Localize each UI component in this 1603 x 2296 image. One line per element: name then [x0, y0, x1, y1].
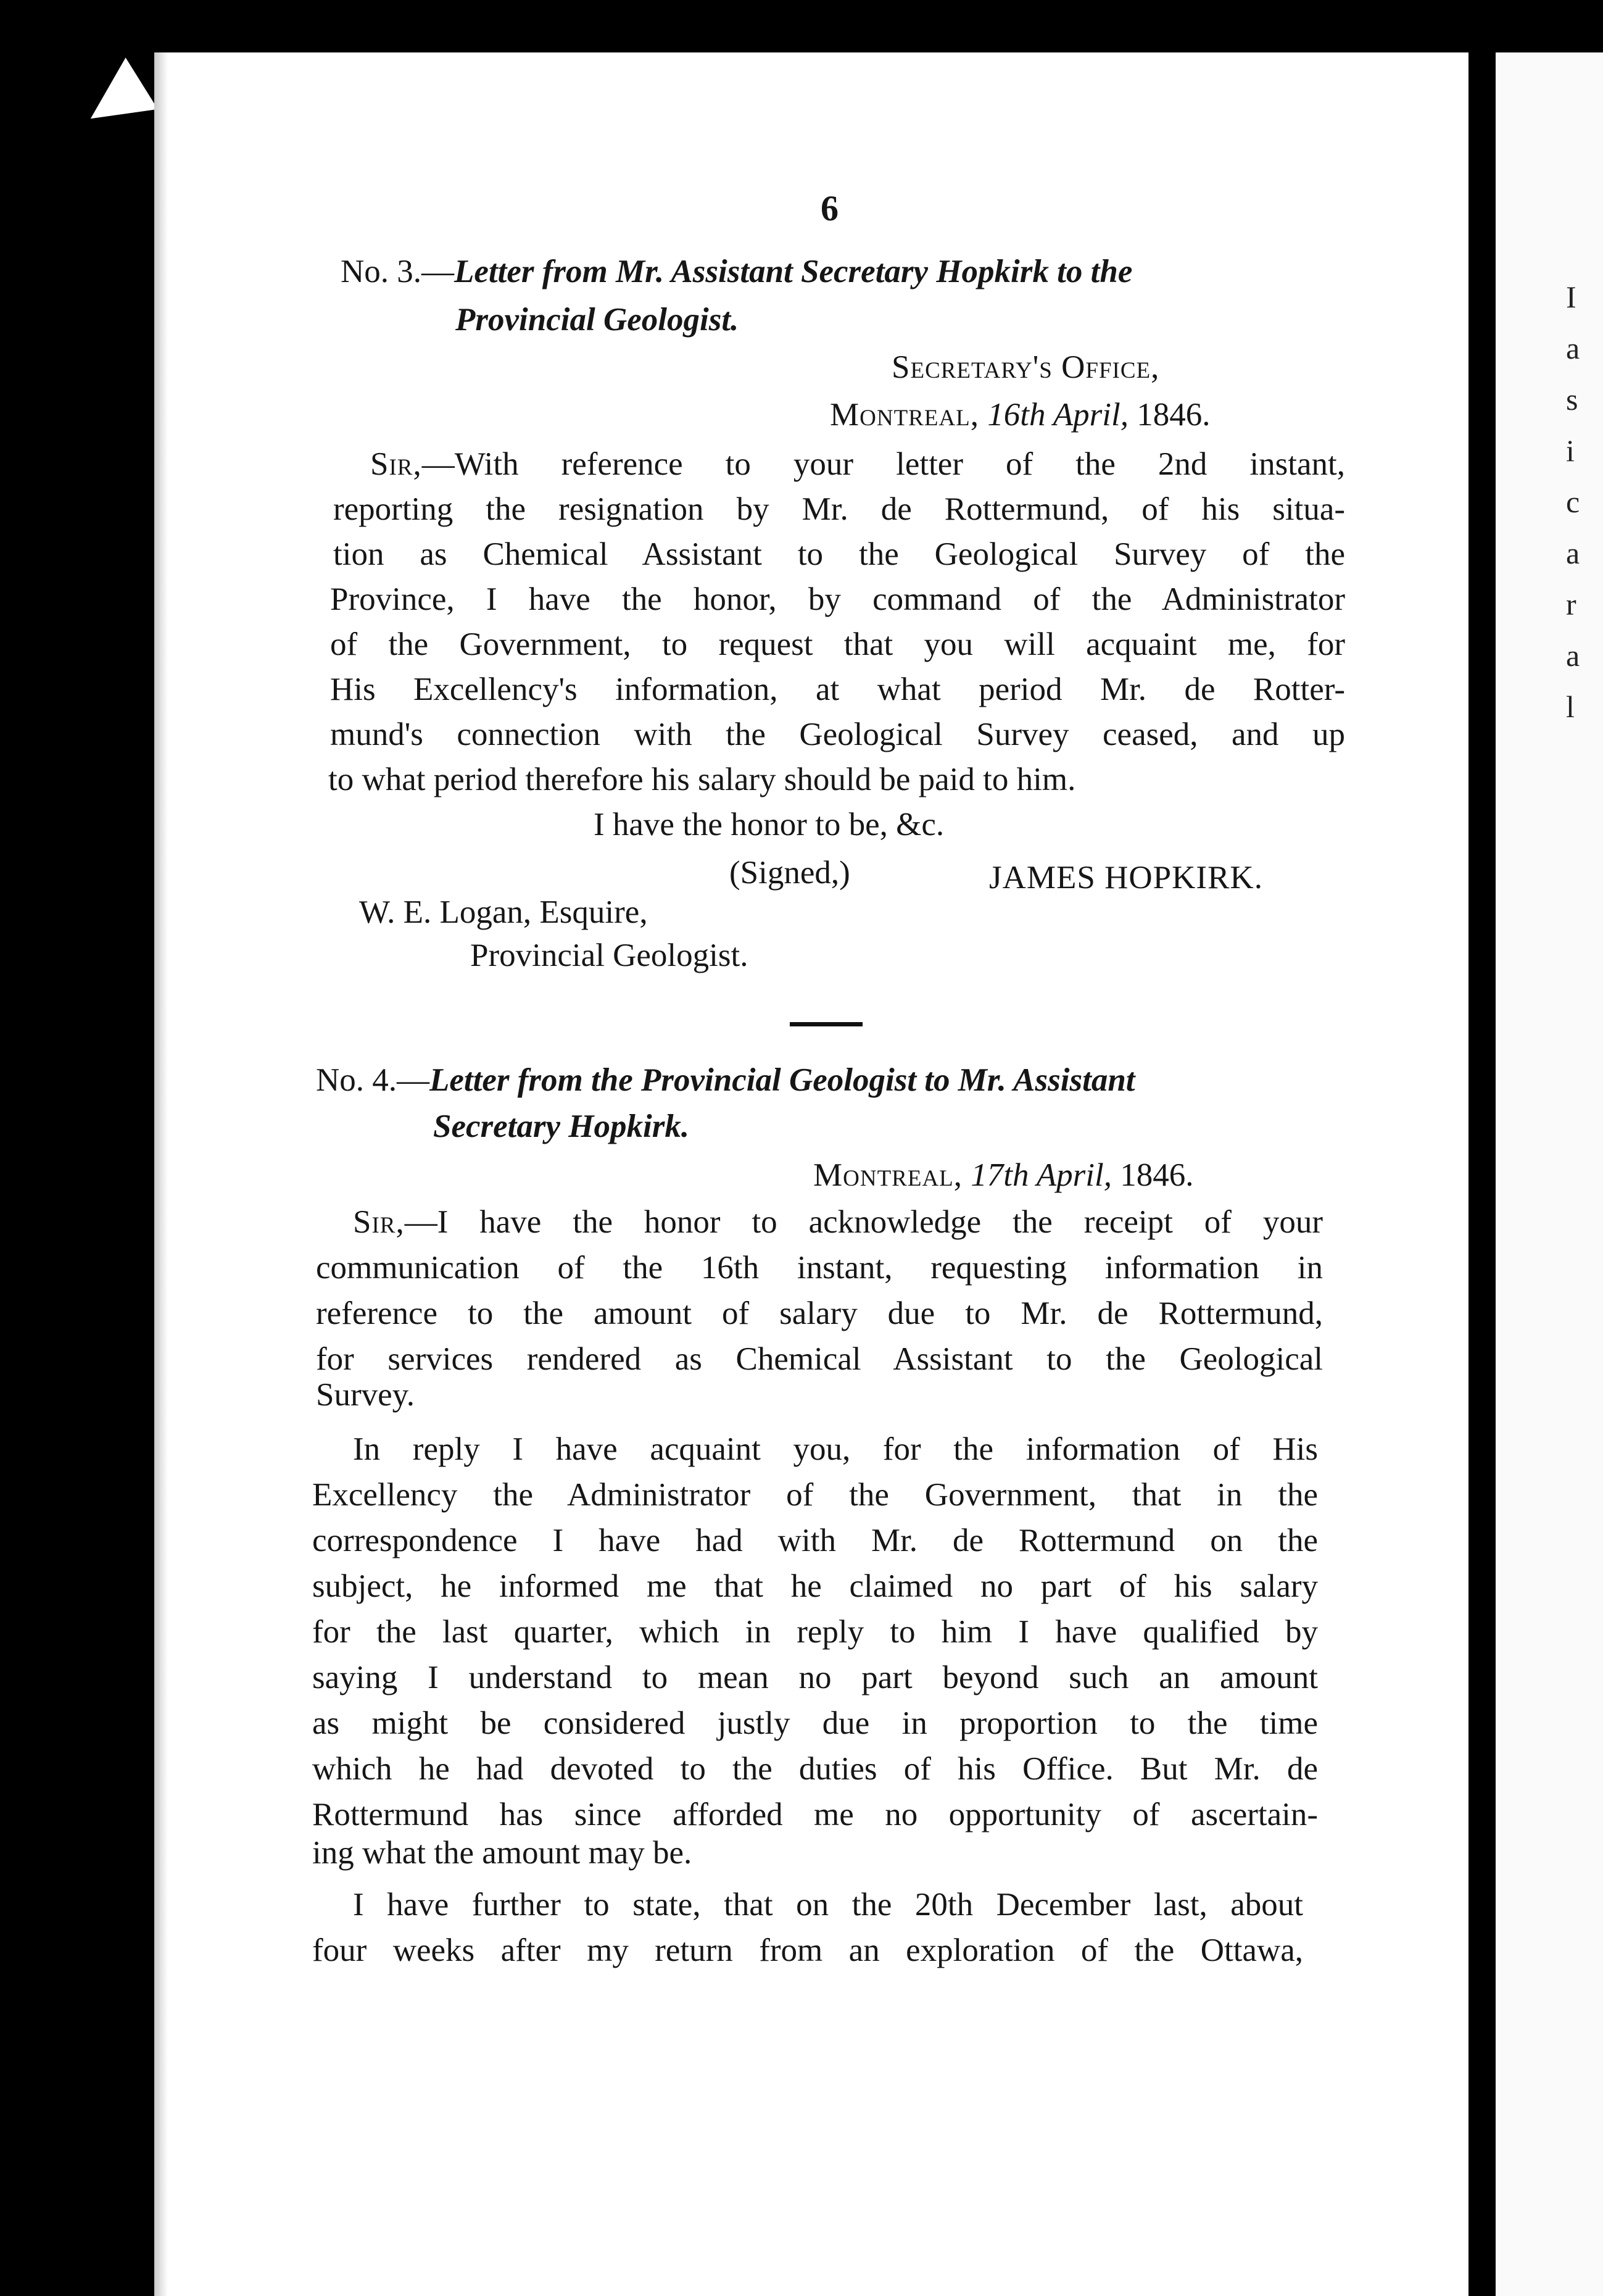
letter4-para1-line: Survey.: [316, 1377, 415, 1413]
letter4-heading-line2: Secretary Hopkirk.: [433, 1108, 690, 1144]
letter4-para1-line: for services rendered as Chemical Assistant to the Geological: [316, 1341, 1323, 1377]
letter3-body-line: of the Government, to request that you will acquaint me, for: [330, 626, 1345, 662]
letter4-para2-line: correspondence I have had with Mr. de Rottermund on the: [312, 1523, 1318, 1558]
letter4-para2-line: Rottermund has since afforded me no opportunity of ascertain-: [312, 1797, 1318, 1832]
letter3-heading-line1: [341, 253, 1346, 290]
letter3-signer: JAMES HOPKIRK.: [989, 860, 1263, 896]
letter3-addressee-name: W. E. Logan, Esquire,: [359, 894, 648, 930]
page-number: 6: [821, 188, 839, 228]
letter4-date: 17th April,: [971, 1157, 1112, 1193]
letter3-body-line: Province, I have the honor, by command of the Administrator: [330, 581, 1345, 617]
letter4-dateline: [813, 1157, 1194, 1194]
letter4-para2-line: In reply I have acquaint you, for the information of His: [353, 1431, 1318, 1467]
letter3-body-line: tion as Chemical Assistant to the Geological Survey of the: [333, 536, 1345, 572]
letter4-number: No. 4.—: [316, 1062, 430, 1098]
letter4-heading-line1: [316, 1062, 1328, 1099]
section-divider: [790, 1022, 863, 1026]
letter4-para2-line: ing what the amount may be.: [312, 1835, 692, 1871]
letter3-heading-line2: Provincial Geologist.: [455, 302, 739, 338]
folded-corner: [83, 54, 157, 119]
letter4-para3-line: I have further to state, that on the 20th December last, about: [353, 1887, 1303, 1923]
letter4-para1-line: Sir,—I have the honor to acknowledge the receipt of your: [353, 1204, 1323, 1240]
letter4-para2-line: saying I understand to mean no part beyond such an amount: [312, 1660, 1318, 1695]
letter3-salutation: Sir,: [370, 446, 422, 482]
scan-border-left: [0, 0, 154, 2296]
letter3-body-line: His Excellency's information, at what period Mr. de Rotter-: [330, 672, 1345, 707]
letter3-office: Secretary's Office,: [892, 349, 1160, 385]
letter4-para2-line: for the last quarter, which in reply to him I have qualified by: [312, 1614, 1318, 1650]
letter4-salutation: Sir,: [353, 1204, 405, 1240]
page-edge-shadow: [154, 52, 168, 2296]
letter4-para1-line: reference to the amount of salary due to Mr. de Rottermund,: [316, 1296, 1323, 1331]
letter3-closing: I have the honor to be, &c.: [594, 807, 945, 842]
letter3-body-line: mund's connection with the Geological Survey ceased, and up: [330, 717, 1345, 752]
letter3-signed: (Signed,): [729, 855, 850, 891]
letter3-body-line: to what period therefore his salary should be paid to him.: [328, 762, 1076, 797]
letter4-place: Montreal,: [813, 1157, 963, 1193]
letter3-body-line: Sir,—With reference to your letter of the 2nd instant,: [370, 446, 1345, 482]
letter4-para2-line: which he had devoted to the duties of his Office. But Mr. de: [312, 1751, 1318, 1787]
letter4-year: 1846.: [1120, 1157, 1194, 1193]
letter3-date: 16th April,: [987, 397, 1129, 433]
page-gutter: [1468, 0, 1496, 2296]
letter3-year: 1846.: [1137, 397, 1211, 433]
letter3-title: Letter from Mr. Assistant Secretary Hopkirk to the: [454, 254, 1133, 289]
letter3-body-line: reporting the resignation by Mr. de Rottermund, of his situa-: [333, 491, 1345, 527]
letter4-para2-line: as might be considered justly due in proportion to the time: [312, 1705, 1318, 1741]
letter4-title: Letter from the Provincial Geologist to Mr. Assistant: [429, 1062, 1135, 1098]
letter4-para2-line: Excellency the Administrator of the Government, that in the: [312, 1477, 1318, 1513]
letter4-para1-line: communication of the 16th instant, requesting information in: [316, 1250, 1323, 1286]
letter3-place: Montreal,: [830, 397, 980, 433]
next-page-text-fragments: I a s i c a r a l: [1566, 280, 1580, 724]
letter3-addressee-title: Provincial Geologist.: [470, 938, 748, 973]
letter3-dateline: [830, 396, 1211, 433]
letter4-para3-line: four weeks after my return from an exploration of the Ottawa,: [312, 1932, 1303, 1968]
letter3-number: No. 3.—: [341, 254, 455, 289]
letter4-para2-line: subject, he informed me that he claimed no part of his salary: [312, 1568, 1318, 1604]
